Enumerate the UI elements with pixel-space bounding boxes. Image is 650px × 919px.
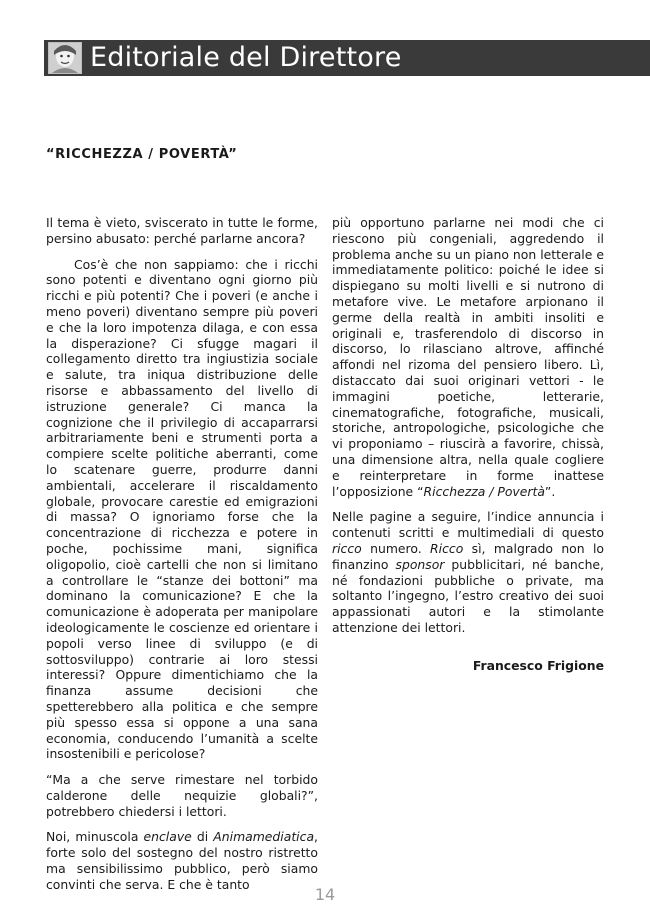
article-column-right bbox=[332, 215, 604, 674]
paragraph-text: sì, malgrado non lo finanzino bbox=[332, 540, 604, 572]
paragraph-text: più opportuno parlarne nei modi che ci riescono più congeniali, aggredendo il problema anche su un piano non letterale e immediatamente politico: poiché le idee si dispiegano su molti livelli e si nutrono di metafore vive. Le metafore arpionano il germe della realtà in ambiti insoliti e originali e, trasferendolo di discorso in discorso, lo rilasciano altrove, affinché affondi nel rizoma del pensiero libero. Lì, distaccato dai suoi originari vettori - le immagini poetiche, letterarie, cinematografiche, fotografiche, musicali, storiche, antropologiche, psicologiche che vi proponiamo – riuscirà a favorire, chissà, una dimensione altra, nella quale cogliere e reinterpretare in forme inattese l’opposizione “ bbox=[332, 215, 604, 499]
italic-text: enclave bbox=[143, 829, 192, 845]
paragraph-text: numero. bbox=[361, 540, 431, 556]
paragraph-text: ”. bbox=[544, 483, 556, 499]
paragraph-text: Noi, minuscola bbox=[46, 829, 144, 845]
article-paragraph bbox=[46, 772, 318, 819]
paragraph-text: “Ma a che serve rimestare nel torbido calderone delle nequizie globali?”, potrebbero chiedersi i lettori. bbox=[46, 772, 318, 819]
paragraph-text: , forte solo del sostegno del nostro ristretto ma sensibilissimo pubblico, però siamo convinti che serva. E che è tanto bbox=[46, 829, 318, 892]
article-paragraph bbox=[46, 257, 318, 763]
author-portrait-icon bbox=[48, 42, 82, 74]
paragraph-text: di bbox=[191, 829, 214, 845]
italic-text: Animamediatica bbox=[213, 829, 315, 845]
paragraph-text: pubblicitari, né banche, né fondazioni pubbliche o private, ma soltanto l’ingegno, l’estro creativo dei suoi appassionati autori e la stimolante attenzione dei lettori. bbox=[332, 556, 604, 635]
author-signature: Francesco Frigione bbox=[472, 657, 604, 673]
italic-text: ricco bbox=[332, 540, 362, 556]
page-number: 14 bbox=[314, 885, 336, 904]
italic-text: Ricco bbox=[430, 540, 464, 556]
paragraph-text: Il tema è vieto, sviscerato in tutte le forme, persino abusato: perché parlarne ancora? bbox=[46, 215, 318, 246]
article-paragraph bbox=[332, 509, 604, 635]
right-column-paragraphs bbox=[332, 215, 604, 636]
italic-text: Ricchezza / Povertà bbox=[423, 483, 545, 499]
paragraph-text: Cos’è che non sappiamo: che i ricchi sono potenti e diventano ogni giorno più ricchi e più potenti? Che i poveri (e anche i meno poveri) diventano sempre più poveri e che la loro impotenza dilaga, e con essa la disperazione? Ci sfugge magari il collegamento diretto tra ingiustizia sociale e salute, tra iniqua distribuzione delle risorse e abbassamento del livello di istruzione generale? Ci manca la cognizione che il privilegio di accaparrarsi arbitrariamente beni e strumenti porta a compiere scelte politiche aberranti, come lo scatenare guerre, produrre danni ambientali, accelerare il riscaldamento globale, provocare carestie ed emigrazioni di massa? O ignoriamo forse che la concentrazione di ricchezza e potere in poche, pochissime mani, significa oligopolio, cioè cartelli che non si limitano a controllare le “stanze dei bottoni” ma dominano la comunicazione? E che la comunicazione è adoperata per manipolare ideologicamente le coscienze ed orientare i popoli verso linee di sviluppo (e di sottosviluppo) contrarie ai loro stessi interessi? Oppure dimentichiamo che la finanza assume decisioni che spetterebbero alla politica e che sempre più spesso essa si oppone a una sana economia, conducendo l’umanità a scelte insostenibili e pericolose? bbox=[46, 256, 318, 762]
article-column-left bbox=[46, 215, 318, 903]
article-title: “RICCHEZZA / POVERTÀ” bbox=[46, 147, 238, 162]
article-paragraph bbox=[46, 215, 318, 247]
paragraph-text: Nelle pagine a seguire, l’indice annuncia i contenuti scritti e multimediali di questo bbox=[332, 509, 604, 541]
article-paragraph bbox=[332, 215, 604, 499]
header-title: Editoriale del Direttore bbox=[90, 42, 402, 73]
section-header bbox=[44, 40, 650, 76]
italic-text: sponsor bbox=[395, 556, 445, 572]
article-paragraph bbox=[46, 829, 318, 892]
